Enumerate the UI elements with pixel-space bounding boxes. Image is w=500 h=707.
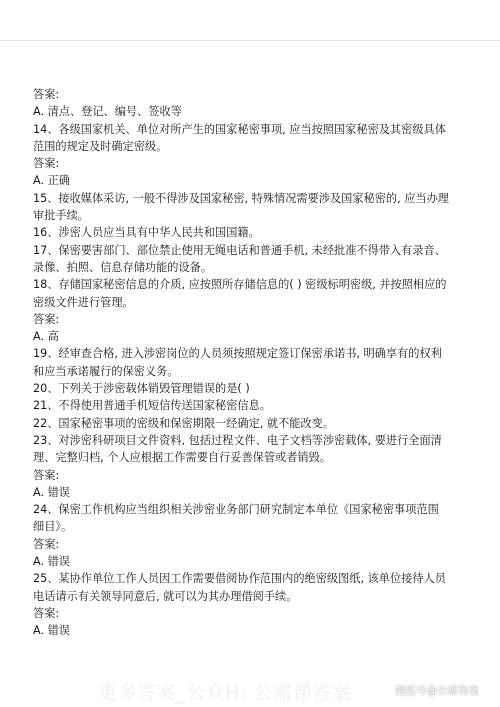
question-15-line-1: 15、接收媒体采访, 一般不得涉及国家秘密, 特殊情况需要涉及国家秘密的, 应当办理 xyxy=(33,191,449,205)
answer-text: A. 清点、登记、编号、签收等 xyxy=(33,105,182,119)
question-21: 21、不得使用普通手机短信传送国家秘密信息。 xyxy=(33,399,271,413)
answer-label: 答案: xyxy=(33,312,60,326)
question-25-line-2: 电话请示有关领导同意后, 就可以为其办理借阅手续。 xyxy=(33,589,298,603)
question-23-line-1: 23、对涉密科研项目文件资料, 包括过程文件、电子文档等涉密载体, 要进行全面清 xyxy=(33,433,442,447)
answer-text: A. 错误 xyxy=(33,485,70,499)
answer-label: 答案: xyxy=(33,537,60,551)
answer-text: A. 错误 xyxy=(33,555,70,569)
question-14-line-2: 范围的规定及时确定密级。 xyxy=(33,139,168,153)
question-22: 22、国家秘密事项的密级和保密期限一经确定, 就不能改变。 xyxy=(33,416,335,430)
question-24-line-2: 细目》。 xyxy=(33,520,73,534)
question-25-line-1: 25、某协作单位工作人员因工作需要借阅协作范围内的绝密级图纸, 该单位接待人员 xyxy=(33,572,446,586)
answer-label: 答案: xyxy=(33,157,60,171)
question-20: 20、下列关于涉密载体销毁管理错误的是( ) xyxy=(33,382,250,396)
question-15-line-2: 审批手续。 xyxy=(33,209,89,223)
question-18-line-1: 18、存储国家秘密信息的介质, 应按照所存储信息的( ) 密级标明密级, 并按照相应的 xyxy=(33,278,447,292)
answer-label: 答案: xyxy=(33,468,60,482)
watermark-text: 更多答案_公众H: 公需课答案 xyxy=(98,682,351,704)
question-24-line-1: 24、保密工作机构应当组织相关涉密业务部门研究制定本单位《国家秘密事项范围 xyxy=(33,503,439,517)
question-19-line-1: 19、经审查合格, 进入涉密岗位的人员须按照规定签订保密承诺书, 明确享有的权利 xyxy=(33,347,442,361)
question-19-line-2: 和应当承诺履行的保密义务。 xyxy=(33,364,179,378)
question-14-line-1: 14、各级国家机关、单位对所产生的国家秘密事项, 应当按照国家秘密及其密级具体 xyxy=(33,122,446,136)
answer-label: 答案: xyxy=(33,88,60,101)
question-17-line-1: 17、保密要害部门、部位禁止使用无绳电话和普通手机, 未经批准不得带入有录音、 xyxy=(33,243,446,257)
question-23-line-2: 理、完整归档, 个人应根据工作需要自行妥善保管或者销毁。 xyxy=(33,451,331,465)
answer-label: 答案: xyxy=(33,606,60,620)
answer-text: A. 正确 xyxy=(33,174,70,188)
answer-text: A. 高 xyxy=(33,330,59,344)
question-18-line-2: 密级文件进行管理。 xyxy=(33,295,134,309)
question-16: 16、涉密人员应当具有中华人民共和国国籍。 xyxy=(33,226,260,240)
document-body xyxy=(33,86,473,640)
top-divider xyxy=(0,40,500,41)
question-17-line-2: 录像、拍照、信息存储功能的设备。 xyxy=(33,260,213,274)
answer-text: A. 错误 xyxy=(33,624,70,638)
source-watermark: 搜狐号@公需答案 xyxy=(395,685,479,697)
